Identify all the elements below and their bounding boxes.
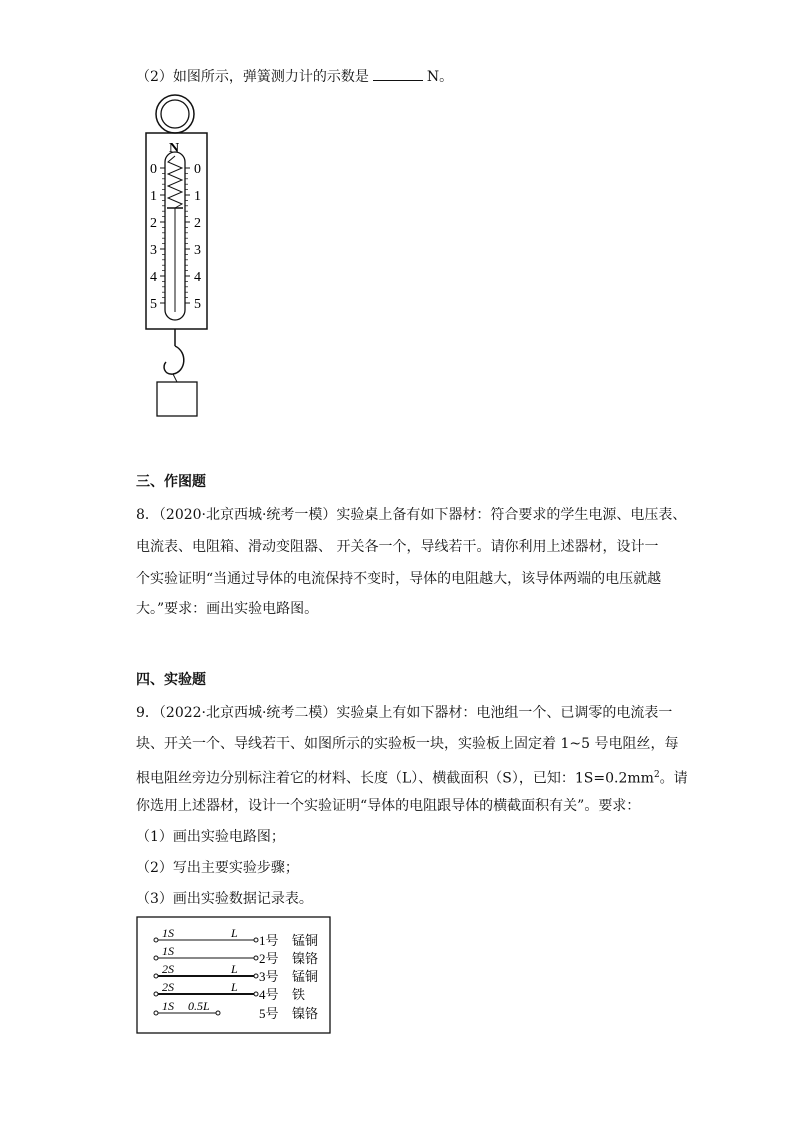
- wire-number-label: 3号: [259, 969, 279, 984]
- spring-scale-figure: [140, 94, 220, 424]
- scale-spring: [168, 156, 182, 208]
- q9-requirement-1: （1）画出实验电路图；: [136, 829, 285, 845]
- wire-area-label: 2S: [162, 980, 174, 994]
- scale-tick-label-left: 2: [150, 216, 157, 231]
- wire-area-label: 1S: [162, 999, 174, 1013]
- wire-area-label: 2S: [162, 962, 174, 976]
- wire-terminal-right: [216, 1011, 220, 1015]
- wire-number-label: 1号: [259, 933, 279, 948]
- wire-material-label: 镍铬: [292, 951, 319, 966]
- q9-line-4: 你选用上述器材，设计一个实验证明“导体的电阻跟导体的横截面积有关”。要求：: [136, 798, 641, 814]
- q9-line-3-text: 根电阻丝旁边分别标注着它的材料、长度（L）、横截面积（S），已知：1S=0.2mm: [136, 770, 654, 787]
- wire-terminal-left: [154, 992, 158, 996]
- scale-tick-label-right: 2: [194, 216, 201, 231]
- scale-tick-label-left: 3: [150, 243, 157, 258]
- q8-line-3: 个实验证明“当通过导体的电流保持不变时，导体的电阻越大，该导体两端的电压就越: [136, 571, 662, 587]
- q8-line-4: 大。”要求：画出实验电路图。: [136, 601, 319, 617]
- q8-line-2: 电流表、电阻箱、滑动变阻器、 开关各一个，导线若干。请你利用上述器材，设计一: [136, 539, 659, 555]
- wire-number-label: 5号: [259, 1006, 279, 1021]
- wire-length-label: 0.5L: [188, 999, 210, 1013]
- answer-blank[interactable]: [373, 66, 423, 81]
- q9-requirement-2: （2）写出主要实验步骤；: [136, 860, 299, 876]
- wire-material-label: 锰铜: [292, 969, 319, 984]
- wire-length-label: L: [231, 980, 238, 994]
- scale-ring-outer: [156, 95, 194, 133]
- wire-terminal-left: [154, 938, 158, 942]
- section3-heading: 三、作图题: [136, 474, 206, 490]
- wire-terminal-right: [254, 992, 258, 996]
- scale-tick-label-left: 1: [150, 189, 157, 204]
- hanging-weight: [157, 382, 197, 416]
- scale-tick-label-right: 5: [194, 297, 201, 312]
- q9-requirement-3: （3）画出实验数据记录表。: [136, 891, 313, 907]
- q9-line-2: 块、开关一个、导线若干、如图所示的实验板一块，实验板上固定着 1~5 号电阻丝，每: [136, 736, 679, 752]
- board-wires: [154, 926, 318, 1021]
- wire-area-label: 1S: [162, 926, 174, 940]
- scale-hook: [164, 346, 184, 374]
- wire-length-label: L: [231, 962, 238, 976]
- section4-heading: 四、实验题: [136, 672, 206, 688]
- wire-terminal-right: [254, 974, 258, 978]
- q9-line-3-tail: 。请: [659, 770, 688, 787]
- q7-part2-suffix: N。: [426, 69, 454, 85]
- scale-tick-label-right: 3: [194, 243, 201, 258]
- q9-superscript: 2: [653, 770, 660, 780]
- wire-area-label: 1S: [162, 944, 174, 958]
- wire-terminal-right: [254, 938, 258, 942]
- wire-material-label: 铁: [292, 987, 306, 1002]
- q7-part2-text: [136, 66, 453, 87]
- wire-material-label: 镍铬: [292, 1006, 319, 1021]
- scale-tick-label-right: 1: [194, 189, 201, 204]
- scale-tick-label-left: 4: [150, 270, 157, 285]
- scale-ring-inner: [161, 100, 189, 128]
- scale-tick-label-right: 4: [194, 270, 201, 285]
- scale-tick-label-left: 5: [150, 297, 157, 312]
- q9-line-3: [136, 765, 688, 789]
- resistance-wire-board: [136, 916, 332, 1036]
- wire-terminal-left: [154, 974, 158, 978]
- wire-number-label: 4号: [259, 987, 279, 1002]
- wire-length-label: L: [231, 926, 238, 940]
- q7-part2-prefix: （2）如图所示，弹簧测力计的示数是: [136, 69, 369, 85]
- scale-unit-label: N: [169, 141, 180, 156]
- wire-terminal-left: [154, 956, 158, 960]
- q8-line-1: 8．（2020·北京西城·统考一模）实验桌上备有如下器材：符合要求的学生电源、电压表、: [136, 507, 687, 523]
- wire-terminal-right: [254, 956, 258, 960]
- scale-tick-label-right: 0: [194, 162, 201, 177]
- weight-string: [173, 374, 177, 382]
- wire-terminal-left: [154, 1011, 158, 1015]
- wire-number-label: 2号: [259, 951, 279, 966]
- wire-material-label: 锰铜: [292, 933, 319, 948]
- scale-tick-label-left: 0: [150, 162, 157, 177]
- q9-line-1: 9．（2022·北京西城·统考二模）实验桌上有如下器材：电池组一个、已调零的电流表一: [136, 705, 673, 721]
